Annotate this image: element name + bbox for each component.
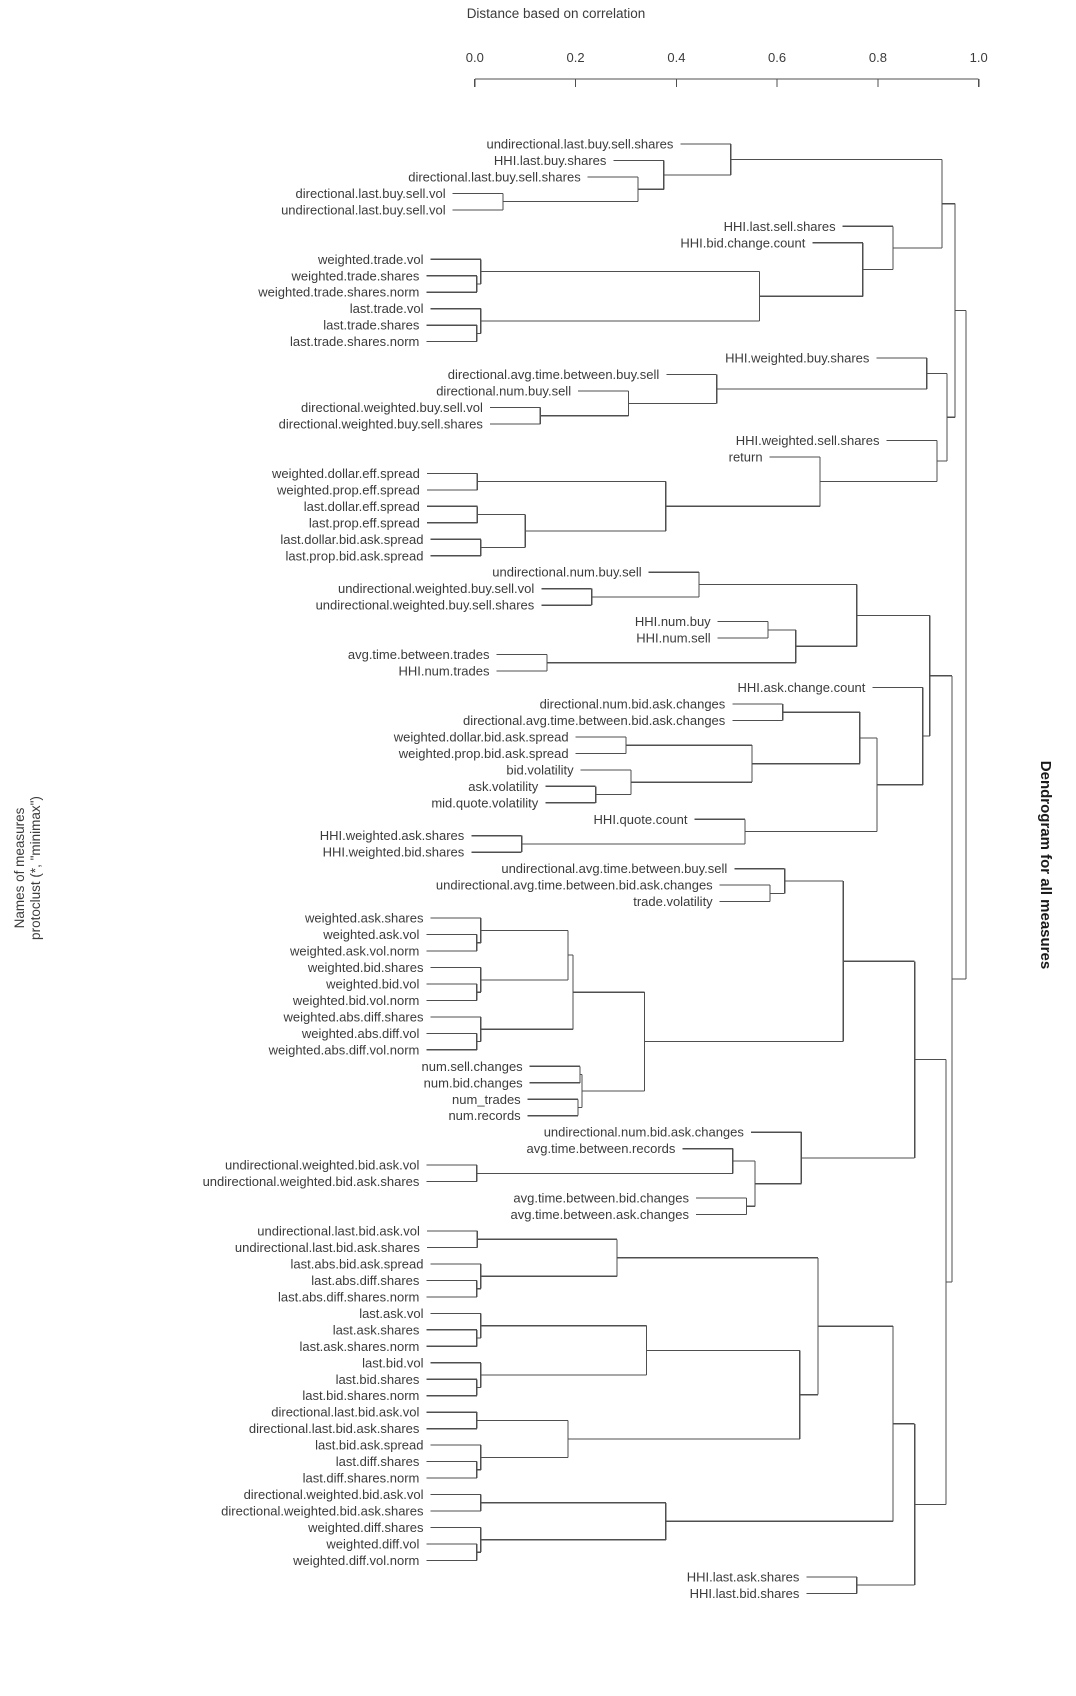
leaf-label: HHI.num.trades [398, 663, 490, 679]
leaf-label: directional.num.bid.ask.changes [539, 696, 726, 712]
leaf-label: ask.volatility [468, 778, 539, 794]
leaf-label: directional.weighted.buy.sell.shares [278, 416, 483, 432]
leaf-label: weighted.abs.diff.vol [301, 1025, 420, 1041]
leaf-label: weighted.diff.vol [326, 1536, 420, 1552]
leaf-label: directional.weighted.bid.ask.vol [243, 1487, 424, 1502]
leaf-label: weighted.abs.diff.vol.norm [268, 1042, 420, 1058]
leaf-label: HHI.num.sell [636, 630, 711, 646]
left-caption-line2: protoclust (*, "minimax") [28, 796, 43, 940]
leaf-label: undirectional.last.bid.ask.vol [257, 1223, 420, 1239]
axis-tick-label: 0.4 [667, 50, 686, 65]
main-title-group [1037, 761, 1054, 969]
leaf-label: last.bid.shares.norm [302, 1388, 420, 1404]
leaf-label: HHI.last.ask.shares [686, 1569, 800, 1585]
leaf-label: weighted.diff.vol.norm [293, 1552, 420, 1568]
leaf-label: undirectional.last.buy.sell.shares [486, 136, 674, 152]
leaf-label: weighted.abs.diff.shares [283, 1009, 424, 1025]
leaf-label: weighted.bid.vol.norm [292, 992, 420, 1008]
leaf-label: weighted.dollar.eff.spread [271, 465, 420, 481]
leaf-label: HHI.last.sell.shares [723, 218, 836, 234]
left-caption [12, 796, 43, 940]
leaf-label: undirectional.last.buy.sell.vol [281, 202, 446, 218]
leaf-label: HHI.bid.change.count [680, 235, 806, 251]
axis-title: Distance based on correlation [466, 6, 646, 21]
leaf-label: weighted.bid.vol [326, 976, 420, 992]
leaf-label: weighted.trade.vol [317, 251, 424, 267]
leaf-label: directional.last.buy.sell.shares [408, 169, 581, 185]
leaf-label: return [728, 449, 763, 465]
leaf-label: directional.avg.time.between.buy.sell [447, 367, 660, 383]
leaf-label: directional.last.bid.ask.vol [271, 1404, 420, 1420]
leaf-label: weighted.ask.vol [323, 927, 420, 943]
axis-tick-label: 0.0 [465, 50, 484, 65]
axis-tick-label: 0.2 [566, 50, 585, 65]
leaf-label: avg.time.between.bid.changes [513, 1190, 689, 1206]
leaf-label: last.dollar.bid.ask.spread [280, 531, 424, 547]
leaf-label: last.dollar.eff.spread [303, 498, 420, 514]
leaf-label: num.bid.changes [423, 1075, 523, 1091]
leaf-label: last.bid.ask.spread [315, 1437, 424, 1453]
axis-tick-label: 1.0 [969, 50, 988, 65]
leaf-label: weighted.trade.shares.norm [258, 284, 420, 300]
leaf-label: last.bid.shares [335, 1371, 420, 1387]
leaf-label: weighted.trade.shares [291, 268, 420, 284]
leaf-label: last.prop.eff.spread [308, 515, 420, 531]
leaf-label: HHI.num.buy [634, 614, 711, 630]
leaf-label: HHI.last.buy.shares [493, 153, 607, 168]
page-title: Dendrogram for all measures [1037, 760, 1054, 970]
leaf-label: weighted.prop.bid.ask.spread [398, 745, 569, 761]
leaf-label: HHI.quote.count [593, 811, 688, 827]
leaf-label: undirectional.num.buy.sell [492, 564, 642, 580]
leaf-label: HHI.weighted.buy.shares [725, 350, 870, 366]
leaf-label: last.prop.bid.ask.spread [285, 548, 424, 564]
leaf-label: last.abs.bid.ask.spread [290, 1256, 424, 1272]
leaf-label: undirectional.weighted.buy.sell.shares [315, 597, 535, 613]
leaf-label: last.diff.shares [335, 1454, 420, 1470]
leaf-label: num_trades [452, 1091, 521, 1107]
leaf-label: last.ask.shares.norm [299, 1338, 420, 1354]
leaf-label: HHI.last.bid.shares [689, 1585, 800, 1601]
leaf-label: last.diff.shares.norm [302, 1470, 420, 1486]
left-caption-line1: Names of measures [12, 807, 27, 929]
leaf-label: last.ask.shares [332, 1322, 420, 1338]
leaf-label: directional.weighted.buy.sell.vol [301, 400, 483, 415]
leaf-label: directional.weighted.bid.ask.shares [221, 1503, 424, 1519]
leaf-label: num.sell.changes [421, 1058, 523, 1074]
leaf-label: last.abs.diff.shares [311, 1272, 420, 1288]
axis-tick-label: 0.6 [768, 50, 787, 65]
leaf-label: weighted.dollar.bid.ask.spread [393, 729, 569, 745]
leaf-label: bid.volatility [506, 762, 574, 778]
leaf-label: HHI.weighted.ask.shares [319, 828, 465, 844]
leaf-label: weighted.bid.shares [307, 960, 424, 975]
leaf-label: undirectional.num.bid.ask.changes [543, 1124, 744, 1140]
leaf-label: undirectional.avg.time.between.buy.sell [501, 861, 728, 877]
leaf-label: HHI.ask.change.count [737, 680, 866, 695]
leaf-label: directional.num.buy.sell [436, 383, 572, 399]
leaf-label: undirectional.weighted.bid.ask.vol [224, 1157, 420, 1173]
leaf-label: last.trade.shares [323, 317, 420, 333]
leaf-label: undirectional.weighted.buy.sell.vol [337, 581, 535, 597]
leaf-label: last.trade.vol [349, 301, 424, 317]
leaf-label: trade.volatility [633, 894, 713, 910]
leaf-label: weighted.ask.vol.norm [290, 943, 420, 959]
leaf-label: directional.last.bid.ask.shares [248, 1421, 420, 1437]
leaf-label: directional.avg.time.between.bid.ask.changes [462, 712, 726, 728]
leaf-label: last.ask.vol [359, 1305, 424, 1321]
leaf-label: weighted.ask.shares [304, 910, 424, 926]
leaf-label: undirectional.last.bid.ask.shares [234, 1240, 420, 1255]
leaf-label: HHI.weighted.bid.shares [322, 844, 465, 860]
distance-axis [466, 50, 988, 87]
leaf-label: weighted.diff.shares [308, 1520, 424, 1535]
leaf-label: weighted.prop.eff.spread [277, 482, 420, 498]
leaf-label: last.trade.shares.norm [290, 334, 420, 350]
leaf-label: num.records [448, 1108, 521, 1124]
leaf-label: undirectional.weighted.bid.ask.shares [202, 1174, 420, 1190]
leaf-label: undirectional.avg.time.between.bid.ask.changes [435, 877, 713, 893]
leaf-label: mid.quote.volatility [431, 795, 539, 811]
leaf-label: avg.time.between.records [526, 1141, 676, 1157]
axis-tick-label: 0.8 [868, 50, 887, 65]
leaf-label: last.abs.diff.shares.norm [278, 1289, 420, 1305]
leaf-label: avg.time.between.ask.changes [510, 1207, 689, 1222]
leaf-label: avg.time.between.trades [347, 647, 490, 663]
leaf-label: last.bid.vol [362, 1355, 424, 1371]
leaf-label: HHI.weighted.sell.shares [735, 433, 880, 448]
leaf-label: directional.last.buy.sell.vol [295, 185, 446, 201]
axis-line [475, 79, 979, 87]
